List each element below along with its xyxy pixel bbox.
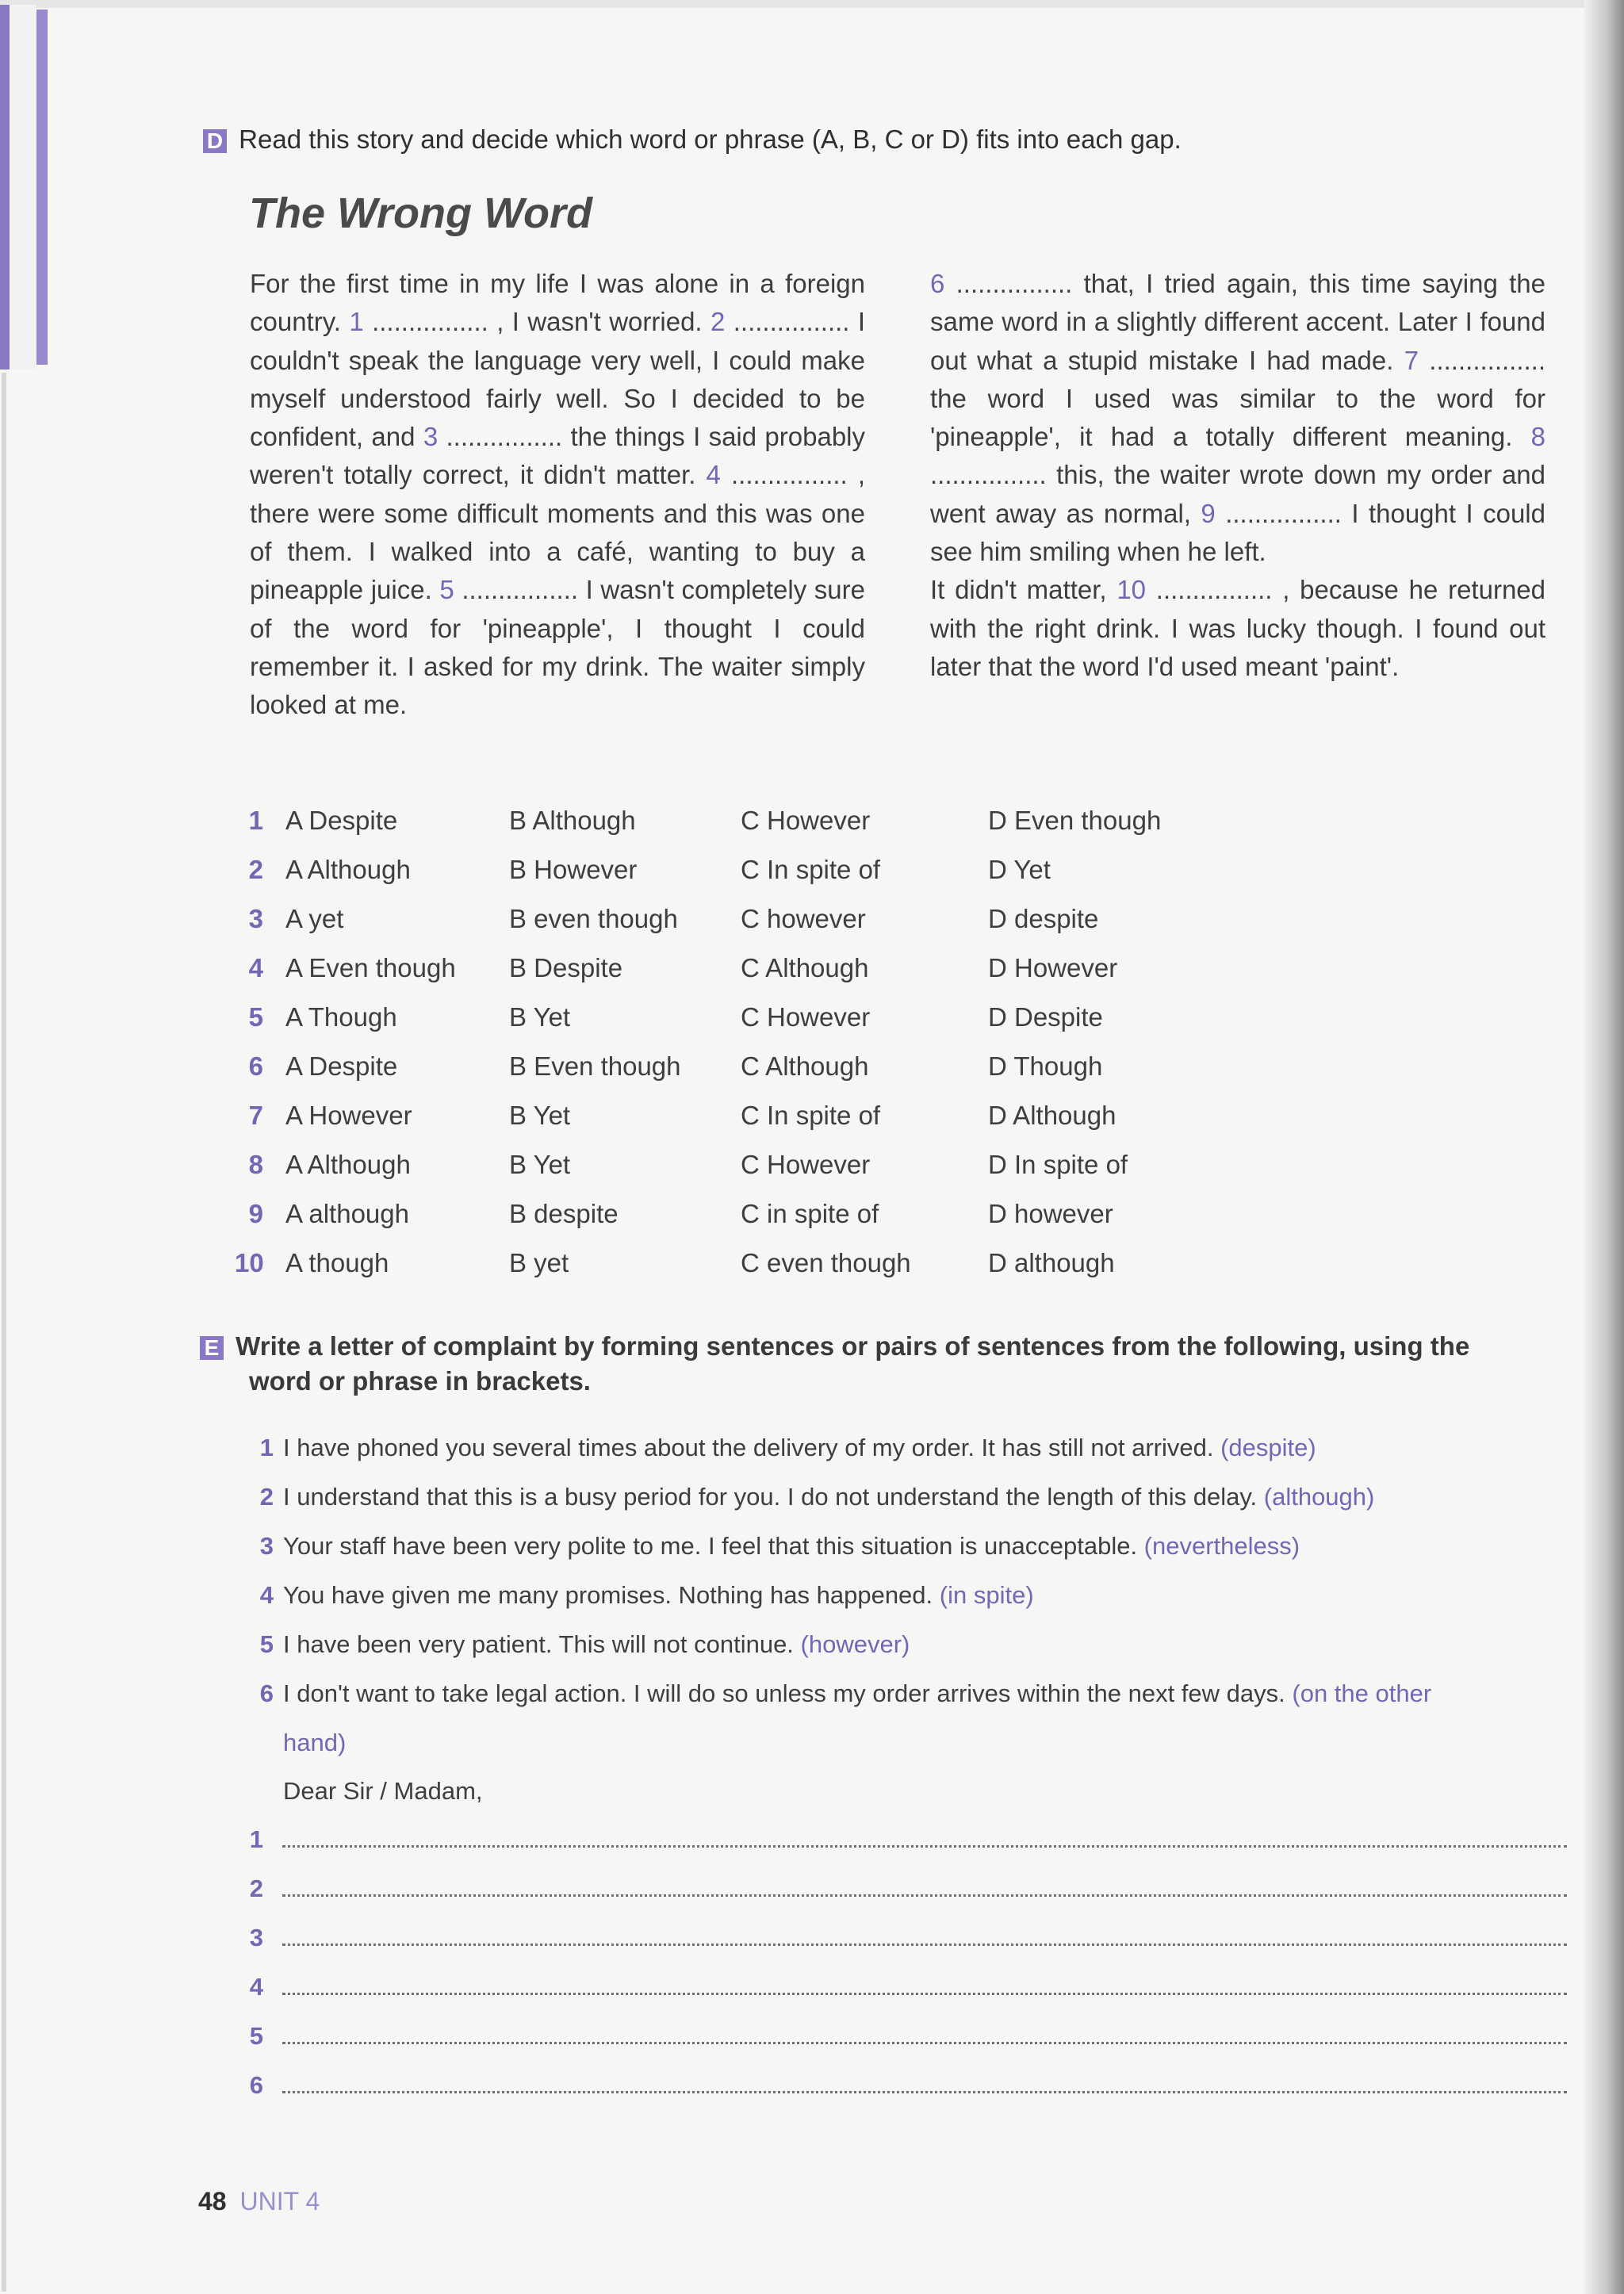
option-row-number: 8	[248, 1150, 263, 1179]
page-footer	[198, 2187, 320, 2216]
answer-line-number: 2	[249, 1875, 263, 1902]
option-row-number: 7	[248, 1101, 263, 1130]
story-column-right	[930, 265, 1545, 686]
sentence-item	[259, 1481, 1375, 1513]
option-a[interactable]: A yet	[285, 904, 344, 933]
section-e-instruction	[200, 1329, 1564, 1399]
option-a[interactable]: A Despite	[285, 1051, 398, 1081]
gap-number: 6	[930, 269, 945, 298]
option-a[interactable]: A However	[285, 1101, 412, 1130]
option-c[interactable]: C However	[741, 1150, 871, 1179]
option-row-number: 6	[248, 1051, 263, 1081]
option-row-number: 1	[248, 806, 263, 835]
option-b[interactable]: B Yet	[509, 1101, 571, 1130]
option-b[interactable]: B despite	[509, 1199, 619, 1228]
option-b[interactable]: B Even though	[509, 1051, 681, 1081]
bracket-word: (in spite)	[939, 1581, 1034, 1609]
option-c[interactable]: C However	[741, 806, 871, 835]
option-b[interactable]: B Yet	[509, 1150, 571, 1179]
sentence-6-continuation	[283, 1727, 346, 1759]
story-column-left	[250, 265, 865, 725]
option-c[interactable]: C In spite of	[741, 855, 881, 884]
story-text: ................ , there were some difficult moments and this was one of them. I walked into a café, wanting to buy a pineapple juice.	[250, 460, 865, 605]
sentence-number: 5	[259, 1630, 274, 1658]
option-c[interactable]: C in spite of	[741, 1199, 879, 1228]
option-b[interactable]: B Despite	[509, 953, 623, 982]
option-d[interactable]: D However	[988, 953, 1118, 982]
option-d[interactable]: D Though	[988, 1051, 1103, 1081]
options-table	[235, 805, 1269, 1296]
option-row-number: 3	[248, 904, 263, 933]
option-c[interactable]: C Although	[741, 953, 869, 982]
gap-number: 10	[1116, 575, 1147, 605]
story-text: ................ I couldn't speak the language very well, I could make myself understood fairly well. So I decided to be confident, and	[250, 307, 866, 452]
option-a[interactable]: A Although	[285, 855, 411, 884]
option-a[interactable]: A Despite	[285, 806, 398, 835]
story-text: ................ , I wasn't worried.	[363, 307, 710, 337]
dotted-line[interactable]	[282, 1993, 1567, 1995]
sentence-item	[259, 1432, 1316, 1464]
spine-color-bar-inner	[36, 10, 48, 365]
dotted-line[interactable]	[282, 2042, 1567, 2044]
page-number: 48	[198, 2187, 227, 2215]
answer-line[interactable]	[251, 1971, 1567, 2003]
option-a[interactable]: A though	[285, 1248, 389, 1277]
gap-number: 9	[1201, 498, 1216, 528]
answer-line[interactable]	[251, 1922, 1567, 1954]
story-text: For the first time in my life I was alone in a foreign country.	[250, 269, 865, 337]
sentence-text: Your staff have been very polite to me. I feel that this situation is unacceptable.	[283, 1532, 1144, 1560]
section-e-badge: E	[200, 1336, 224, 1360]
story-text: ................ I thought I could see him smiling when he left.	[930, 498, 1545, 567]
section-d-instruction-text: Read this story and decide which word or phrase (A, B, C or D) fits into each gap.	[239, 124, 1182, 154]
option-b[interactable]: B Yet	[509, 1002, 571, 1032]
story-text: ................ the things I said probably weren't totally correct, it didn't matter.	[250, 422, 866, 490]
unit-label: UNIT 4	[239, 2187, 320, 2215]
answer-line-number: 1	[249, 1825, 263, 1853]
option-row-number: 2	[248, 855, 263, 884]
sentence-item	[259, 1580, 1034, 1611]
story-text: ................ the word I used was similar to the word for 'pineapple', it had a totally different meaning.	[930, 345, 1545, 452]
story-paragraph-left	[250, 265, 865, 725]
sentence-list	[259, 1432, 1584, 1773]
option-row-number: 10	[235, 1248, 264, 1277]
bracket-word: (however)	[800, 1630, 910, 1658]
dotted-line[interactable]	[282, 2091, 1567, 2093]
gap-number: 8	[1530, 422, 1545, 452]
sentence-number: 3	[259, 1532, 274, 1560]
sentence-number: 2	[259, 1483, 274, 1511]
gap-number: 5	[439, 575, 454, 605]
answer-line-number: 5	[249, 2022, 263, 2050]
sentence-text: You have given me many promises. Nothing has happened.	[283, 1581, 940, 1609]
bracket-word: (on the other	[1292, 1679, 1432, 1707]
option-row-number: 9	[248, 1199, 263, 1228]
option-c[interactable]: C however	[741, 904, 866, 933]
bracket-word: (nevertheless)	[1143, 1532, 1300, 1560]
option-row-number: 5	[248, 1002, 263, 1032]
section-d-badge: D	[203, 129, 227, 153]
dotted-line[interactable]	[282, 1845, 1567, 1848]
option-d[interactable]: D Yet	[988, 855, 1051, 884]
option-c[interactable]: C However	[741, 1002, 871, 1032]
option-d[interactable]: D although	[988, 1248, 1115, 1277]
option-d[interactable]: D Even though	[988, 806, 1162, 835]
story-text: It didn't matter,	[930, 575, 1117, 605]
option-c[interactable]: C In spite of	[741, 1101, 881, 1130]
option-b[interactable]: B Although	[509, 806, 636, 835]
sentence-number: 6	[259, 1679, 274, 1707]
answer-line-number: 6	[249, 2071, 263, 2099]
scan-top-edge	[0, 0, 1624, 8]
gap-number: 1	[349, 307, 364, 337]
sentence-item	[259, 1629, 910, 1660]
answer-lines	[0, 1824, 1624, 2109]
gap-number: 2	[710, 307, 726, 337]
section-e-instruction-line2: word or phrase in brackets.	[249, 1366, 591, 1396]
answer-line[interactable]	[251, 1873, 1567, 1905]
story-paragraph-right-1	[930, 265, 1545, 571]
section-d-instruction	[203, 122, 1182, 157]
spine-color-bar	[0, 5, 10, 370]
option-d[interactable]: D despite	[988, 904, 1099, 933]
story-title: The Wrong Word	[249, 190, 592, 237]
sentence-6-bracket-word-cont: hand)	[283, 1729, 347, 1756]
sentence-number: 1	[259, 1434, 274, 1461]
option-a[interactable]: A Even though	[285, 953, 456, 982]
salutation: Dear Sir / Madam,	[283, 1777, 483, 1805]
option-a[interactable]: A Although	[285, 1150, 411, 1179]
answer-line[interactable]	[251, 2070, 1567, 2101]
gap-number: 7	[1404, 345, 1419, 375]
answer-line-number: 4	[249, 1973, 263, 2001]
dotted-line[interactable]	[282, 1894, 1567, 1897]
answer-line-number: 3	[249, 1924, 263, 1951]
option-a[interactable]: A Though	[285, 1002, 397, 1032]
gap-number: 3	[423, 422, 439, 452]
section-e-instruction-line1: Write a letter of complaint by forming sentences or pairs of sentences from the following, using the	[236, 1331, 1470, 1361]
answer-line[interactable]	[251, 1824, 1567, 1855]
option-d[interactable]: D however	[988, 1199, 1113, 1228]
sentence-text: I don't want to take legal action. I will do so unless my order arrives within the next few days.	[283, 1679, 1293, 1707]
option-b[interactable]: B However	[509, 855, 638, 884]
story-text: ................ I wasn't completely sure of the word for 'pineapple', I thought I could remember it. I asked for my drink. The waiter simply looked at me.	[250, 575, 866, 720]
gap-number: 4	[706, 460, 721, 490]
sentence-text: I have been very patient. This will not continue.	[283, 1630, 801, 1658]
sentence-item	[259, 1530, 1300, 1562]
sentence-item	[259, 1678, 1432, 1710]
option-b[interactable]: B yet	[509, 1248, 569, 1277]
spine-gap	[10, 5, 36, 370]
option-row-number: 4	[248, 953, 263, 982]
option-d[interactable]: D In spite of	[988, 1150, 1128, 1179]
sentence-text: I understand that this is a busy period for you. I do not understand the length of this delay.	[283, 1483, 1264, 1511]
option-c[interactable]: C even though	[741, 1248, 911, 1277]
option-a[interactable]: A although	[285, 1199, 409, 1228]
option-d[interactable]: D Although	[988, 1101, 1116, 1130]
option-c[interactable]: C Although	[741, 1051, 869, 1081]
option-d[interactable]: D Despite	[988, 1002, 1103, 1032]
story-paragraph-right-2	[930, 571, 1545, 686]
sentence-text: I have phoned you several times about the delivery of my order. It has still not arrived.	[283, 1434, 1221, 1461]
story-text: ................ that, I tried again, this time saying the same word in a slightly different accent. Later I found out what a stupid mistake I had made.	[930, 269, 1545, 375]
story-text: ................ , because he returned with the right drink. I was lucky though. I found out later that the word I'd used meant 'paint'.	[930, 575, 1546, 681]
bracket-word: (although)	[1263, 1483, 1375, 1511]
answer-line[interactable]	[251, 2020, 1567, 2052]
bracket-word: (despite)	[1220, 1434, 1316, 1461]
sentence-number: 4	[259, 1581, 274, 1609]
story-text: ................ this, the waiter wrote down my order and went away as normal,	[930, 460, 1545, 528]
dotted-line[interactable]	[282, 1944, 1567, 1946]
option-b[interactable]: B even though	[509, 904, 678, 933]
